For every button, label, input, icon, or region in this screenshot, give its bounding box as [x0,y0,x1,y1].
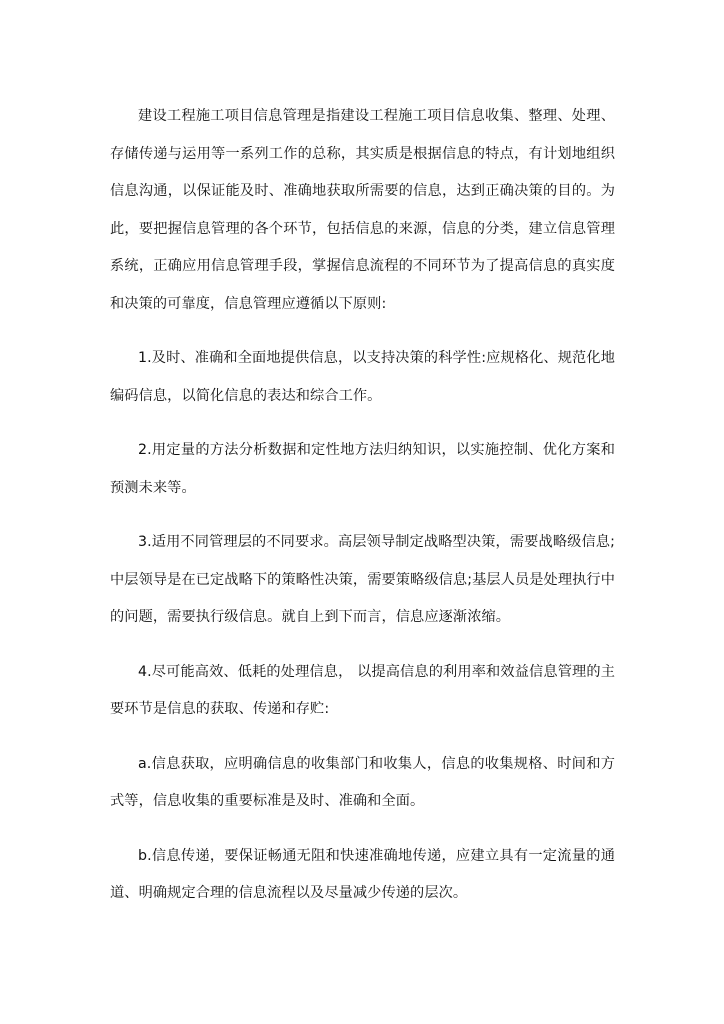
paragraph-principle-1: 1.及时、准确和全面地提供信息，以支持决策的科学性:应规格化、规范化地编码信息，以简化信息的表达和综合工作。 [110,350,615,404]
paragraph-item-b: b.信息传递，要保证畅通无阻和快速准确地传递，应建立具有一定流量的通道、明确规定合理的信息流程以及尽量减少传递的层次。 [110,847,615,901]
paragraph-principle-3: 3.适用不同管理层的不同要求。高层领导制定战略型决策，需要战略级信息;中层领导是在已定战略下的策略性决策，需要策略级信息;基层人员是处理执行中的问题，需要执行级信息。就自上到下而言，信息应逐渐浓缩。 [110,534,615,625]
document-body [110,98,615,913]
paragraph-principle-2: 2.用定量的方法分析数据和定性地方法归纳知识，以实施控制、优化方案和预测未来等。 [110,442,615,496]
paragraph-item-a: a.信息获取，应明确信息的收集部门和收集人，信息的收集规格、时间和方式等，信息收集的重要标准是及时、准确和全面。 [110,755,615,809]
paragraph-principle-4: 4.尽可能高效、低耗的处理信息， 以提高信息的利用率和效益信息管理的主要环节是信息的获取、传递和存贮: [110,663,615,717]
paragraph-intro: 建设工程施工项目信息管理是指建设工程施工项目信息收集、整理、处理、存储传递与运用等一系列工作的总称，其实质是根据信息的特点，有计划地组织信息沟通，以保证能及时、准确地获取所需要的信息，达到正确决策的目的。为此，要把握信息管理的各个环节，包括信息的来源，信息的分类，建立信息管理系统，正确应用信息管理手段，掌握信息流程的不同环节为了提高信息的真实度和决策的可靠度，信息管理应遵循以下原则: [110,108,615,312]
